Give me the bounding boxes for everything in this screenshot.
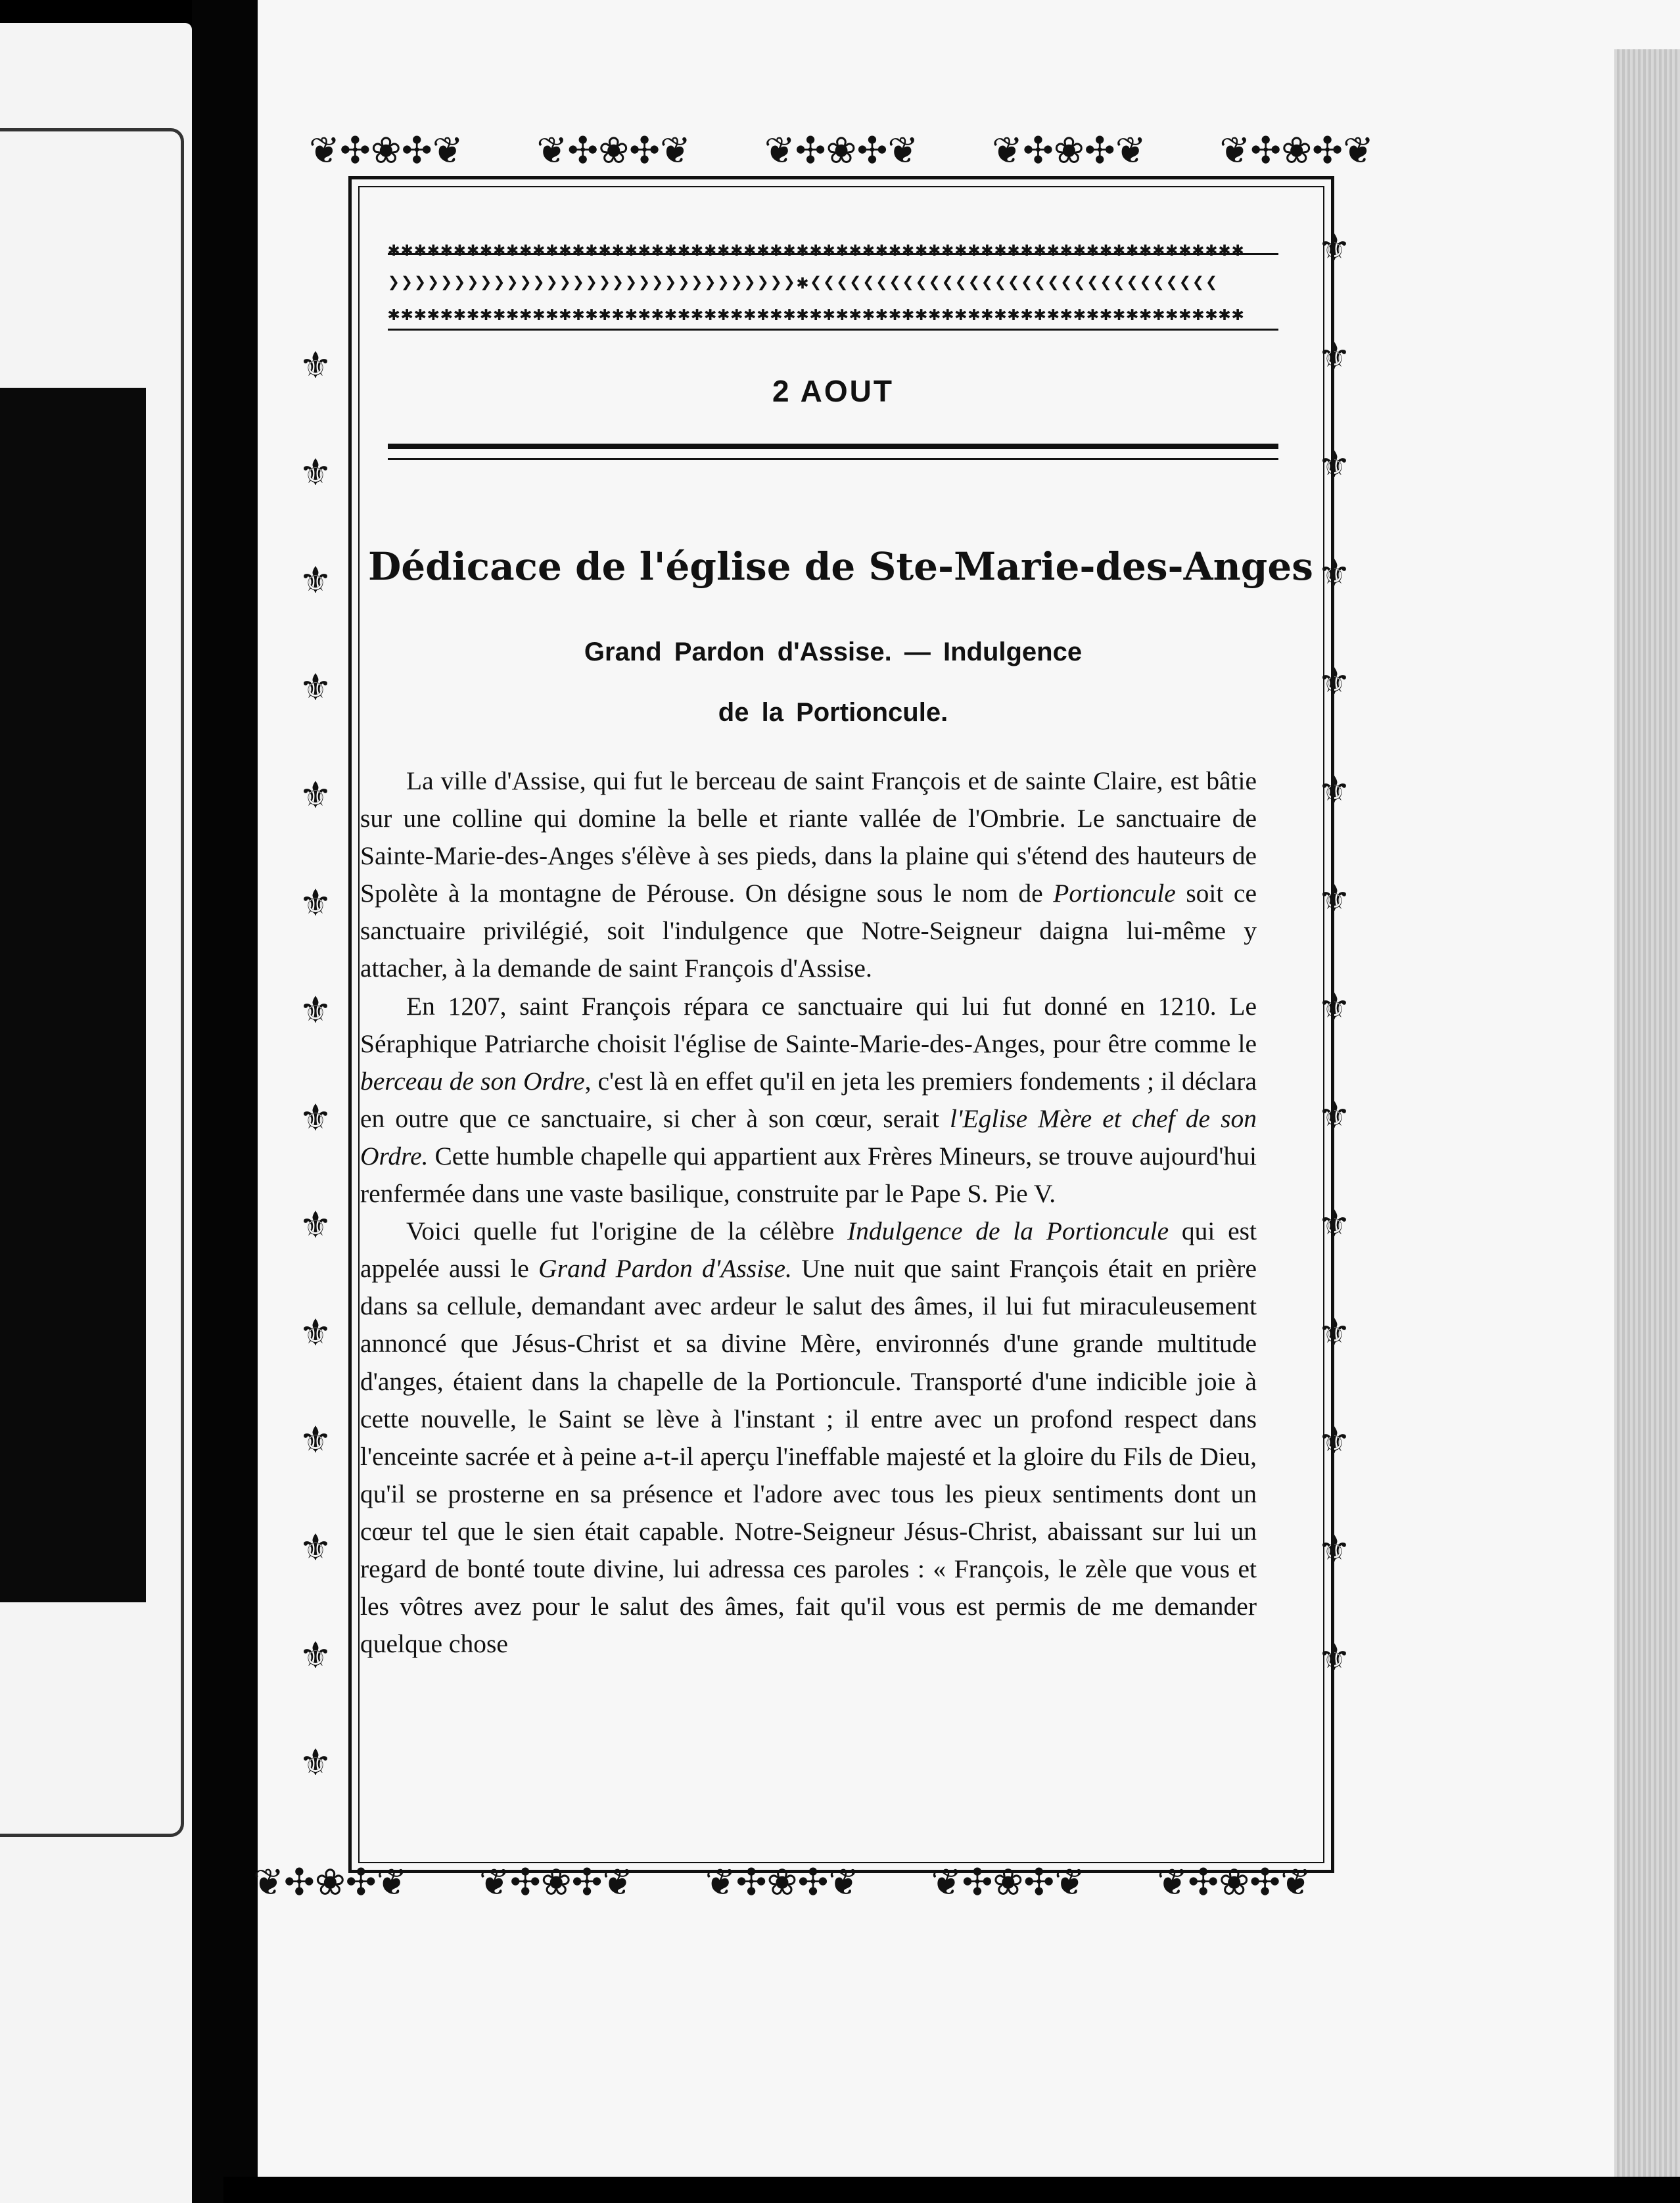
book-gutter xyxy=(192,0,258,2203)
fleur-de-lis-icon: ⚜ xyxy=(1317,227,1351,269)
page-stack-edge xyxy=(1614,49,1680,2203)
article-subtitle-line1: Grand Pardon d'Assise. — Indulgence xyxy=(584,638,1083,666)
text-run: La ville d'Assise, qui fut le berceau de saint François et de sainte Claire, est bâtie sur une colline qui domine la belle et riante vallée de l'Ombrie. Le sanctuaire de Sainte-Marie-des-Anges s'élève à ses pieds, dans la plaine qui s'étend des hauteurs de Spolète à la montagne de Pérouse. On désigne sous le nom de xyxy=(360,766,1257,908)
fleur-de-lis-icon: ⚜ xyxy=(298,776,333,817)
fleuron-ornament-icon: ❦✣❀✣❦ xyxy=(764,131,919,172)
fleuron-ornament-icon: ❦✣❀✣❦ xyxy=(1219,131,1374,172)
italic-term: Grand Pardon d'Assise. xyxy=(538,1254,792,1284)
date-rule-thin xyxy=(388,458,1278,460)
header-band-chevrons: ❯❯❯❯❯❯❯❯❯❯❯❯❯❯❯❯❯❯❯❯❯❯❯❯❯❯❯❯❯❯❯✱❮❮❮❮❮❮❮❮❮❮❮❮❮❮❮❮❮❮❮❮❮❮❮❮❮❮❮❮❮❮❮ xyxy=(388,271,1219,294)
left-ornament-column xyxy=(289,315,342,1814)
fleur-de-lis-icon: ⚜ xyxy=(1317,661,1351,703)
fleur-de-lis-icon: ⚜ xyxy=(298,1635,333,1677)
paragraph-2 xyxy=(360,988,1257,1213)
fleuron-ornament-icon: ❦✣❀✣❦ xyxy=(931,1863,1086,1903)
fleur-de-lis-icon: ⚜ xyxy=(298,1205,333,1247)
fleur-de-lis-icon: ⚜ xyxy=(298,1098,333,1139)
header-band-stars-top: ✱✱✱✱✱✱✱✱✱✱✱✱✱✱✱✱✱✱✱✱✱✱✱✱✱✱✱✱✱✱✱✱✱✱✱✱✱✱✱✱✱✱✱✱✱✱✱✱✱✱✱✱✱✱✱✱✱✱✱✱✱✱✱✱✱ xyxy=(388,238,1245,261)
fleur-de-lis-icon: ⚜ xyxy=(298,1420,333,1462)
italic-term: l'Eglise Mère et chef de son Ordre. xyxy=(360,1103,1257,1171)
fleur-de-lis-icon: ⚜ xyxy=(298,1743,333,1784)
fleur-de-lis-icon: ⚜ xyxy=(1317,1420,1351,1462)
italic-term: Indulgence de la Portioncule xyxy=(847,1217,1169,1246)
fleur-de-lis-icon: ⚜ xyxy=(298,1527,333,1569)
italic-term: berceau de son Ordre xyxy=(360,1066,585,1096)
right-ornament-column xyxy=(1308,197,1361,1709)
fleuron-ornament-icon: ❦✣❀✣❦ xyxy=(536,131,691,172)
fleur-de-lis-icon: ⚜ xyxy=(1317,444,1351,486)
fleur-de-lis-icon: ⚜ xyxy=(298,453,333,494)
fleuron-ornament-icon: ❦✣❀✣❦ xyxy=(1157,1863,1311,1903)
text-run: Voici quelle fut l'origine de la célèbre xyxy=(406,1217,847,1246)
text-run: Cette humble chapelle qui appartient aux Frères Mineurs, se trouve aujourd'hui renfermée dans une vaste basilique, construite par le Pape S. Pie V. xyxy=(360,1141,1257,1209)
article-body xyxy=(360,762,1257,1663)
fleur-de-lis-icon: ⚜ xyxy=(1317,878,1351,919)
text-run: , c'est là en effet qu'il en jeta les premiers fondements ; il déclara en outre que ce sanctuaire, si cher à son cœur, serait xyxy=(360,1066,1257,1133)
date-heading: 2 AOUT xyxy=(772,374,894,408)
fleur-de-lis-icon: ⚜ xyxy=(1317,336,1351,377)
italic-term: Portioncule xyxy=(1053,879,1176,908)
text-run: soit ce sanctuaire privilégié, soit l'indulgence que Notre-Seigneur daigna lui-même y attacher, à la demande de saint François d'Assise. xyxy=(360,879,1257,983)
date-rule-thick xyxy=(388,444,1278,449)
top-ornament-row xyxy=(309,125,1374,177)
left-page-photograph xyxy=(0,388,146,1602)
fleur-de-lis-icon: ⚜ xyxy=(298,345,333,386)
article-title: Dédicace de l'église de Ste-Marie-des-Anges xyxy=(368,544,1313,589)
fleur-de-lis-icon: ⚜ xyxy=(1317,986,1351,1028)
fleur-de-lis-icon: ⚜ xyxy=(298,1312,333,1354)
article-subtitle-line2: de la Portioncule. xyxy=(718,698,948,727)
fleur-de-lis-icon: ⚜ xyxy=(1317,770,1351,811)
fleur-de-lis-icon: ⚜ xyxy=(1317,1095,1351,1136)
header-band-stars-bottom: ✱✱✱✱✱✱✱✱✱✱✱✱✱✱✱✱✱✱✱✱✱✱✱✱✱✱✱✱✱✱✱✱✱✱✱✱✱✱✱✱✱✱✱✱✱✱✱✱✱✱✱✱✱✱✱✱✱✱✱✱✱✱✱✱✱ xyxy=(388,302,1245,325)
fleur-de-lis-icon: ⚜ xyxy=(1317,1312,1351,1353)
fleur-de-lis-icon: ⚜ xyxy=(298,560,333,601)
fleuron-ornament-icon: ❦✣❀✣❦ xyxy=(253,1863,408,1903)
fleur-de-lis-icon: ⚜ xyxy=(298,990,333,1032)
fleuron-ornament-icon: ❦✣❀✣❦ xyxy=(309,131,463,172)
fleur-de-lis-icon: ⚜ xyxy=(1317,553,1351,594)
bottom-ornament-row xyxy=(253,1857,1311,1909)
text-run: qui est appelée aussi le xyxy=(360,1217,1257,1284)
fleuron-ornament-icon: ❦✣❀✣❦ xyxy=(992,131,1146,172)
fleuron-ornament-icon: ❦✣❀✣❦ xyxy=(478,1863,634,1903)
paragraph-1 xyxy=(360,762,1257,988)
fleur-de-lis-icon: ⚜ xyxy=(298,883,333,924)
paragraph-3 xyxy=(360,1213,1257,1663)
text-run: En 1207, saint François répara ce sanctuaire qui lui fut donné en 1210. Le Séraphique Patriarche choisit l'église de Sainte-Marie-des-Anges, pour être comme le xyxy=(360,991,1257,1058)
header-rule-bottom xyxy=(388,329,1278,331)
fleur-de-lis-icon: ⚜ xyxy=(1317,1529,1351,1570)
fleuron-ornament-icon: ❦✣❀✣❦ xyxy=(705,1863,860,1903)
text-run: Une nuit que saint François était en prière dans sa cellule, demandant avec ardeur le salut des âmes, il lui fut miraculeusement annoncé que Jésus-Christ et sa divine Mère, environnés d'une grande multitude d'anges, étaient dans la chapelle de la Portioncule. Transporté d'une indicible joie à cette nouvelle, le Saint se lève à l'instant ; il entre avec un profond respect dans l'enceinte sacrée et à peine a-t-il aperçu l'ineffable majesté et la gloire du Fils de Dieu, qu'il se prosterne en sa présence et l'adore avec tous les pieux sentiments dont un cœur tel que le sien était capable. Notre-Seigneur Jésus-Christ, abaissant sur lui un regard de bonté toute divine, lui adressa ces paroles : « François, le zèle que vous et les vôtres avez pour le salut des âmes, fait qu'il vous est permis de me demander quelque chose xyxy=(360,1254,1257,1659)
fleur-de-lis-icon: ⚜ xyxy=(1317,1637,1351,1679)
fleur-de-lis-icon: ⚜ xyxy=(298,668,333,709)
left-facing-page xyxy=(0,23,192,2203)
fleur-de-lis-icon: ⚜ xyxy=(1317,1203,1351,1245)
book-bottom-edge xyxy=(223,2177,1680,2203)
